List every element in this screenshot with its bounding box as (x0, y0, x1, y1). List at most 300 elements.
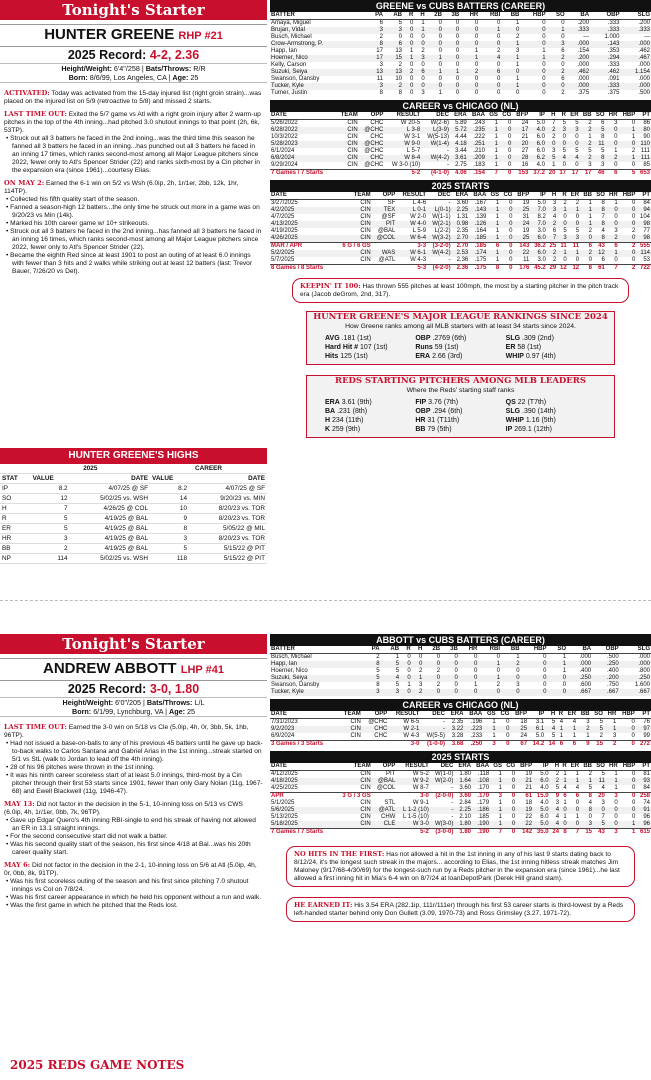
table-cell: 2 (496, 48, 501, 54)
table-row (270, 83, 651, 90)
table-cell: 0 (619, 778, 637, 785)
table-cell: 2 (561, 90, 565, 96)
table-cell: 1.000 (604, 34, 620, 40)
table-cell: .167 (474, 200, 487, 206)
table-cell: .250 (464, 741, 483, 749)
table-cell: 2 (588, 228, 592, 234)
table-cell: - (451, 814, 454, 820)
table-cell: 6/8/2024 (270, 155, 336, 162)
bio-label: Age: (169, 707, 185, 716)
table-cell: .750 (606, 682, 619, 688)
table-cell: 1 (443, 69, 460, 76)
table-cell: 0 (562, 134, 567, 140)
table-cell: .333 (607, 62, 620, 68)
table-cell: CHC (374, 733, 388, 739)
table-cell: 0 (511, 800, 516, 806)
table-cell: W 9-1 (412, 800, 429, 806)
table-row (270, 807, 651, 814)
table-cell: 80 (636, 127, 651, 134)
table-cell: 1 (560, 778, 568, 785)
table-cell: 0 (421, 76, 425, 82)
table-cell: 2.25 (454, 807, 472, 814)
bio-label: Bats/Throws: (145, 64, 192, 73)
table-cell: CIN (347, 148, 358, 154)
table-cell: Busch, Michael (271, 654, 312, 660)
highs-cell: 5/15/22 @ PIT (189, 554, 267, 564)
table-cell: 1 (618, 127, 636, 134)
table-cell: @CHC (364, 162, 384, 168)
table-cell: 3 (483, 741, 496, 749)
ranking-value: 58 (1st) (517, 344, 542, 351)
season-record (0, 47, 267, 63)
table-cell: 53 (643, 257, 650, 263)
table-cell: .000 (620, 661, 651, 668)
table-cell: L 5-7 (406, 148, 421, 154)
table-cell: @BAL (372, 778, 397, 785)
table-cell: L(0-1) (427, 207, 452, 214)
column-header: BB (580, 763, 593, 771)
table-cell (338, 741, 362, 749)
table-cell: 2 (460, 69, 479, 76)
table-cell: W 2-0 (410, 214, 427, 220)
table-cell: 2 (577, 726, 590, 733)
table-row (270, 134, 651, 141)
table-cell: 0 (632, 800, 636, 806)
table-cell: 2.36 (452, 265, 470, 273)
ranking-stat: OBP (415, 408, 431, 415)
table-cell: 1 (520, 55, 546, 62)
table-cell: 3.44 (455, 148, 467, 154)
bio-label: Born: (72, 707, 92, 716)
table-cell: 6 (564, 741, 577, 749)
table-cell: 0 (496, 62, 501, 68)
table-cell: 176 (513, 265, 530, 273)
table-cell: 6 (601, 120, 605, 126)
table-cell: 0 (398, 34, 403, 40)
note-bullet: • Was his first career appearance in which he held his opponent without a run and walk. (6, 894, 261, 901)
table-cell: .000 (638, 76, 650, 82)
table-cell: APR (270, 793, 335, 801)
table-cell: 5 (593, 127, 606, 134)
table-cell: 3.60 (456, 200, 469, 206)
ranking-value: 22 (T7th) (517, 399, 547, 406)
table-cell: 0 (455, 20, 460, 26)
column-header: H (550, 763, 560, 771)
table-cell: 76 (643, 719, 650, 725)
table-cell: 3 (557, 235, 567, 243)
ranking-item (325, 334, 415, 343)
table-cell: 2.25 (452, 207, 470, 214)
table-row (270, 27, 651, 34)
column-header: GS (487, 192, 500, 200)
table-cell: 5 (575, 148, 579, 154)
table-cell: 1 (498, 814, 502, 820)
table-cell: 0 (557, 221, 567, 228)
table-cell: .235 (468, 127, 486, 134)
column-header: BAA (472, 763, 490, 771)
table-cell: 0 (606, 207, 619, 214)
column-header: SO (593, 192, 606, 200)
ranking-stat: Hard Hit # (325, 344, 359, 351)
note-may-6 (4, 861, 263, 878)
table-cell: 4/19/2025 (271, 228, 298, 234)
table-row (270, 155, 651, 162)
bio-value: 25 (186, 707, 195, 716)
highs-spacer (0, 464, 31, 474)
bio-value: 6/1/99, Lynchburg, VA (93, 707, 164, 716)
table-cell: 1 (562, 668, 567, 674)
table-cell: .500 (638, 90, 650, 96)
table-cell: 4 (555, 814, 560, 820)
table-cell: 2 (563, 200, 567, 206)
note-may-2 (4, 179, 263, 196)
table-cell: CLE (372, 821, 397, 829)
table-cell: 43 (593, 829, 606, 837)
table-cell: - (420, 726, 446, 733)
table-cell: 2 (604, 741, 617, 749)
table-cell: 5-2 (396, 829, 430, 837)
table-cell: .000 (620, 83, 651, 90)
table-cell: 5.89 (455, 120, 467, 126)
table-cell: 1 (580, 207, 593, 214)
note-bullet: • Fanned a season-high 12 batters...the only time he struck out more in a game was on 9/20/23 vs Min (14k). (6, 204, 260, 219)
table-cell: 0 (619, 235, 637, 243)
table-cell: 1 (586, 733, 590, 739)
table-cell: 1 (494, 120, 498, 126)
table-cell: W(5-5) (426, 733, 445, 739)
column-header: TEAM (336, 112, 359, 120)
table-cell: 3 (384, 27, 403, 34)
column-header: 2B (426, 12, 443, 20)
ranking-item (415, 343, 505, 352)
note-bullet: • Became the eighth Red since at least 1901 to post an outing of at least 6.0 innings with fewer than 3 hits and 2 walks while striking out at least 12 batters (last: Trevor Bauer, 7/26/20 vs Det). (6, 252, 253, 275)
table-cell: 0 (400, 675, 412, 682)
ranking-stat: BB (415, 426, 426, 433)
table-cell: 5 (563, 228, 567, 234)
table-cell: 0 (631, 120, 636, 126)
ranking-value: 2.66 (3rd) (432, 353, 463, 360)
pitcher-position: LHP #41 (180, 664, 224, 676)
table-cell: 1 (495, 200, 500, 206)
table-cell: 2 (403, 69, 414, 76)
table-cell: 0 (507, 120, 512, 126)
table-cell: L 0-1 (396, 207, 427, 214)
table-cell: 0 (575, 257, 580, 263)
greene-notes (0, 89, 267, 276)
table-cell: 6 (568, 793, 580, 801)
table-cell: 0 (520, 69, 546, 76)
vs-cubs-table (270, 646, 651, 696)
table-cell: 0 (500, 207, 513, 214)
column-header: TEAM (335, 763, 372, 771)
table-cell: 258 (636, 793, 651, 801)
table-cell: CIN (335, 250, 372, 257)
table-cell: 0 (500, 250, 513, 257)
table-row (270, 689, 651, 696)
table-cell: 5 (588, 148, 592, 154)
table-cell: W 3-1 (404, 134, 421, 140)
table-cell: 5 (381, 661, 401, 668)
table-cell: 3.22 (446, 726, 464, 733)
note-label: MAY 13: (4, 800, 35, 808)
ranking-stat: K (325, 426, 331, 433)
highs-cell: BB (0, 544, 31, 554)
highs-row (0, 504, 267, 514)
table-cell: 15 (591, 741, 604, 749)
highs-row (0, 554, 267, 564)
table-cell: 4 (567, 155, 580, 162)
table-cell: 1 (490, 821, 503, 829)
table-cell: 0 (438, 62, 442, 68)
table-cell: 14 (545, 741, 556, 749)
table-cell: 142 (516, 829, 533, 837)
column-header: 3B (443, 12, 460, 20)
highs-cell: 114 (31, 554, 70, 564)
table-cell: CIN (335, 221, 372, 228)
table-cell: .185 (469, 243, 487, 251)
table-cell: 0 (632, 214, 636, 220)
table-cell: 0 (426, 27, 443, 34)
table-cell: 6/9/2024 (271, 733, 295, 739)
table-cell: 2 (379, 34, 383, 40)
highs-cell: 8.2 (31, 484, 70, 494)
table-cell: 0 (438, 76, 442, 82)
bio-value: 25 (190, 73, 199, 82)
table-cell: 0 (506, 733, 510, 739)
vs-cubs-title: GREENE vs CUBS BATTERS (CAREER) (270, 0, 651, 12)
highs-row (0, 514, 267, 524)
table-cell: 0 (606, 807, 619, 814)
table-row (270, 793, 651, 801)
ranking-value: 107 (1st) (360, 344, 388, 351)
table-cell: 11 (557, 243, 567, 251)
table-cell: 5 (593, 821, 606, 829)
table-cell: 0 (588, 814, 592, 820)
table-cell: .250 (592, 661, 620, 668)
table-cell: @CHC (364, 148, 384, 154)
table-cell: 3-0 (388, 741, 420, 749)
table-cell: 2 (501, 661, 521, 668)
vs-cubs-title: ABBOTT vs CUBS BATTERS (CAREER) (270, 634, 651, 646)
table-cell: 9/29/2024 (271, 162, 298, 168)
table-cell: 22 (516, 821, 533, 829)
bullet-text: Fanned a season-high 12 batters...the only time he struck out more in a game was on 9/20/23 vs Min (14k). (10, 204, 260, 219)
table-cell: 25 (510, 726, 528, 733)
column-header: IP (529, 112, 546, 120)
table-cell: 0 (421, 62, 425, 68)
table-cell: 5 (562, 120, 567, 126)
table-cell: PIT (386, 771, 396, 777)
table-cell: 0 (441, 675, 459, 682)
table-cell: 1 (516, 20, 520, 26)
ranking-value: 269.1 (12th) (514, 426, 552, 433)
table-cell: 0 (460, 41, 479, 48)
record-value: 4-2, 2.36 (149, 48, 200, 62)
table-cell: 4 (381, 675, 401, 682)
table-cell: 6.0 (530, 250, 546, 257)
column-header: ERA (446, 711, 464, 719)
note-bullet: • It was his ninth career scoreless start of at least 5.0 innings, third-most by a Cin pitcher through their first 53 starts since 1901, fewer than only Gary Nolan (11g, 1967-68) and Ewell Blackwell (11g, 1946-47). (6, 772, 263, 795)
table-cell: 0 (588, 257, 592, 263)
table-cell: 6 (601, 257, 605, 263)
table-cell: 0 (511, 771, 516, 777)
table-cell: 2 (619, 265, 637, 273)
column-header: OPP (372, 192, 397, 200)
table-cell: CIN (336, 141, 359, 148)
bio-line-1: Height/Weight: 6'4"/258 | Bats/Throws: R/R (0, 63, 267, 73)
table-cell: 11 (593, 778, 606, 785)
table-cell: 0 (547, 675, 567, 682)
table-cell: 0 (542, 20, 546, 26)
table-cell: 0 (443, 83, 460, 90)
table-cell: 0 (631, 733, 635, 739)
table-cell: Amaya, Miguel (271, 20, 311, 26)
greene-profile (0, 0, 267, 280)
column-header: DATE (270, 112, 336, 120)
table-cell: 43 (593, 243, 606, 251)
column-header: SO (547, 646, 567, 654)
table-row (270, 719, 651, 727)
table-cell: .333 (607, 20, 620, 26)
table-cell: 7 (547, 235, 557, 243)
table-cell: 25 (513, 207, 530, 214)
table-cell: 15 (580, 829, 593, 837)
ranking-value: 3.76 (7th) (428, 399, 459, 406)
column-header: IP (530, 192, 546, 200)
abbott-profile (0, 634, 267, 914)
table-cell: @CHC (368, 719, 388, 725)
table-cell: 3-3 (396, 243, 427, 251)
table-cell: 0 (410, 76, 414, 82)
table-cell: 1 (613, 719, 617, 725)
table-cell: 0 (507, 134, 512, 140)
column-header: CG (499, 112, 512, 120)
column-header: RESULT (396, 763, 430, 771)
table-cell: 1.80 (459, 771, 472, 777)
table-cell: 0 (520, 41, 546, 48)
table-cell: 2 (547, 69, 566, 76)
column-header: BA (567, 646, 592, 654)
column-header: SO (593, 112, 606, 120)
table-cell: - (451, 785, 454, 791)
table-cell: 1.64 (454, 778, 472, 785)
table-cell: Hoerner, Nico (270, 55, 366, 62)
table-cell: 1 (563, 814, 567, 820)
table-cell: 8 (593, 221, 606, 228)
table-cell: 0 (454, 668, 458, 674)
table-cell: - (451, 800, 454, 806)
table-cell: 0 (426, 83, 443, 90)
table-cell: 31 (522, 214, 530, 220)
table-cell: 111 (640, 148, 650, 154)
table-cell: 111 (636, 155, 651, 162)
table-row (270, 733, 651, 741)
table-cell: 7 (601, 814, 605, 820)
table-cell: 3 Games / 3 Starts (270, 741, 338, 749)
table-cell: 13 (395, 48, 403, 54)
table-cell: CIN (338, 726, 362, 733)
table-cell: 24 (550, 829, 560, 837)
note-bullet: • Was his first scoreless outing of the season and his first since pitching 7.0 shutout innings vs Col on 7/8/24. (6, 878, 249, 893)
table-cell: 0 (497, 726, 511, 733)
table-cell: 7 (601, 214, 605, 220)
table-cell: 1 (487, 207, 500, 214)
column-header: R (557, 192, 567, 200)
table-cell: W(1-0) (435, 771, 454, 777)
table-cell: 86 (643, 120, 650, 126)
table-cell: .600 (579, 682, 592, 688)
table-cell: 1 (486, 141, 499, 148)
note-label: ACTIVATED: (4, 89, 50, 97)
table-row (270, 221, 651, 228)
column-header: OBP (590, 12, 620, 20)
table-cell: 153 (512, 170, 529, 178)
table-cell: 0 (410, 20, 414, 26)
column-header: BB (501, 646, 521, 654)
table-cell: 17 (376, 48, 383, 54)
table-cell: 0 (500, 235, 513, 243)
bio-line-2: Born: 6/1/99, Lynchburg, VA | Age: 25 (0, 707, 267, 717)
table-cell: 2 (605, 155, 618, 162)
table-cell: 7 (552, 120, 556, 126)
table-cell: 2 (547, 250, 557, 257)
table-cell: @ATL (372, 807, 397, 814)
table-row (270, 148, 651, 155)
column-header: GS (490, 763, 503, 771)
column-header: DATE (70, 474, 150, 484)
starts-2025-table (270, 192, 651, 272)
table-cell: 0 (441, 689, 459, 696)
table-cell: CIN (347, 134, 358, 140)
highs-title: HUNTER GREENE'S HIGHS (0, 448, 267, 464)
table-cell: 19 (522, 200, 530, 206)
table-cell: .223 (464, 726, 483, 733)
table-cell: 1 (575, 771, 580, 777)
column-header: BAA (469, 192, 487, 200)
table-cell: 0 (496, 90, 501, 96)
ranking-stat: Hits (325, 353, 339, 360)
table-cell: 17 (580, 170, 593, 178)
table-cell: 1 (474, 682, 478, 688)
table-cell: 1 (414, 27, 425, 34)
table-cell: .170 (477, 785, 490, 791)
bullet-text: Was his first career appearance in which he held his opponent without a run and walk. (10, 894, 261, 901)
ranking-value: 259 (9th) (332, 426, 361, 433)
table-cell: 10/3/2022 (271, 134, 298, 140)
table-cell: 6.0 (530, 235, 546, 243)
table-cell: 10 (395, 76, 403, 82)
he-earned-it-note (286, 897, 635, 922)
table-row (270, 120, 651, 128)
table-cell: 0 (632, 257, 636, 263)
table-cell: - (430, 807, 455, 814)
table-cell: CIN (336, 155, 359, 162)
table-cell: 0 (474, 654, 478, 660)
table-cell: - (446, 148, 449, 154)
column-header: PT (636, 192, 651, 200)
table-cell: 0 (460, 83, 479, 90)
table-row (270, 778, 651, 785)
table-cell: 1 (580, 778, 593, 785)
table-cell: 3 (580, 821, 593, 829)
table-cell: .000 (638, 654, 650, 660)
table-cell: 20 (512, 141, 529, 148)
no-hits-first-note (286, 846, 635, 887)
table-cell: 0.98 (452, 221, 470, 228)
table-cell: 15.0 (533, 793, 549, 801)
note-last-time-out (4, 110, 263, 135)
table-cell: 5 (555, 785, 560, 791)
